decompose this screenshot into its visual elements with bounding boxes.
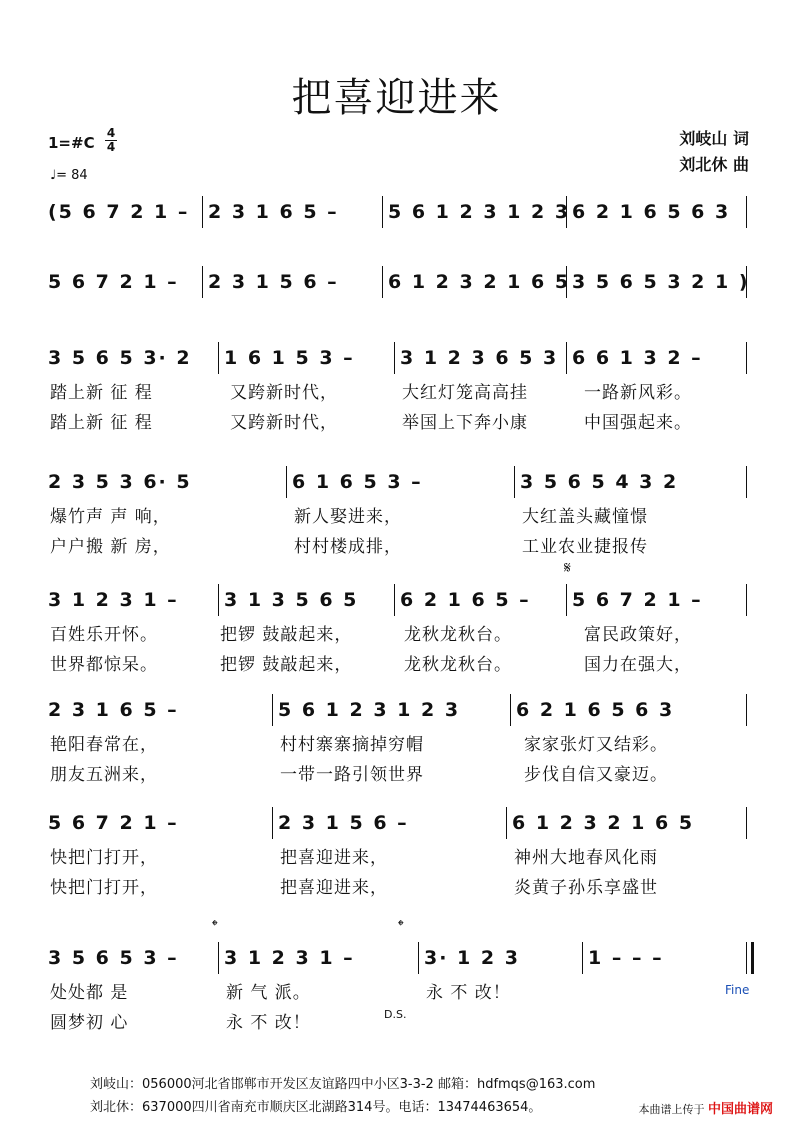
lyric-segment: 艳阳春常在， [50,735,158,755]
measure: 3· 1 2 3 [424,947,520,969]
measure: 6 2 1 6 5 6 3 [572,201,731,223]
measure: 2 3 1 6 5 – [208,201,339,223]
measure: 3 5 6 5 3 – [48,947,179,969]
measure: 6 1 2 3 2 1 6 5 [512,812,695,834]
lyric-line-verse-2 [44,873,752,898]
bar-line [286,466,287,498]
lyric-line-verse-1 [44,730,752,755]
bar-line [272,694,273,726]
lyricist-credit: 刘岐山 词 [679,129,749,148]
measure: 3 5 6 5 4 3 2 [520,471,679,493]
lyric-segment: 家家张灯又结彩。 [524,735,668,755]
coda-sign: 𝄌 [212,916,218,935]
lyric-segment: 永 不 改！ [226,1013,311,1033]
measure: 1 – – – [588,947,664,969]
lyric-segment: 踏上新 征 程 [50,383,153,403]
bar-line [272,807,273,839]
measure: (5 6 7 2 1 – [48,201,190,223]
fine-marking: Fine [725,983,750,997]
lyric-line-verse-2 [44,760,752,785]
lyric-line-verse-1 [44,843,752,868]
measure: 2 3 1 5 6 – [278,812,409,834]
lyric-line-verse-2 [44,532,752,557]
lyric-line-verse-2 [44,650,752,675]
lyric-segment: 一路新风彩。 [584,383,692,403]
ds-marking: D.S. [384,1008,407,1021]
staff-row [42,462,750,502]
measure: 3 5 6 5 3 2 1 ) [572,271,750,293]
lyric-segment: 神州大地春风化雨 [514,848,658,868]
composer-credit: 刘北休 曲 [679,155,749,174]
bar-line [394,584,395,616]
measure: 2 3 1 6 5 – [48,699,179,721]
lyric-segment: 把喜迎进来， [280,878,388,898]
bar-line [746,466,747,498]
song-title: 把喜迎进来 [291,75,502,121]
site-brand[interactable]: 中国曲谱网 [707,1102,773,1117]
bar-line [510,694,511,726]
staff-row [42,262,750,302]
bar-line [746,266,747,298]
bar-line [582,942,583,974]
lyric-segment: 把锣 鼓敲起来， [220,625,353,645]
lyric-segment: 又跨新时代， [230,383,338,403]
upload-label: 本曲谱上传于 [638,1103,705,1116]
segno-sign: 𝄋 [564,558,571,577]
lyric-segment: 工业农业捷报传 [522,537,648,557]
meter-top: 4 [106,126,116,140]
bar-line [382,266,383,298]
bar-line [202,196,203,228]
staff-row [42,690,750,730]
bar-line [382,196,383,228]
lyric-segment: 龙秋龙秋台。 [404,655,512,675]
lyric-segment: 处处都 是 [50,983,129,1003]
measure: 6 6 1 3 2 – [572,347,703,369]
measure: 6 2 1 6 5 6 3 [516,699,675,721]
measure: 3 5 6 5 3· 2 [48,347,192,369]
measure: 5 6 1 2 3 1 2 3 [388,201,571,223]
measure: 5 6 7 2 1 – [572,589,703,611]
measure: 5 6 7 2 1 – [48,271,179,293]
measure: 2 3 5 3 6· 5 [48,471,192,493]
bar-line [746,807,747,839]
lyric-line-verse-1 [44,502,752,527]
lyric-segment: 村村寨寨摘掉穷帽 [280,735,424,755]
measure: 5 6 1 2 3 1 2 3 [278,699,461,721]
lyric-segment: 圆梦初 心 [50,1013,129,1033]
lyric-segment: 大红灯笼高高挂 [402,383,528,403]
bar-line [202,266,203,298]
staff-row [42,938,750,978]
lyric-segment: 世界都惊呆。 [50,655,158,675]
bar-line [394,342,395,374]
lyric-segment: 快把门打开， [50,878,158,898]
lyric-segment: 快把门打开， [50,848,158,868]
measure: 2 3 1 5 6 – [208,271,339,293]
staff-row [42,580,750,620]
staff-row [42,803,750,843]
coda-sign: 𝄌 [398,916,404,935]
bar-line [746,942,754,974]
bar-line [218,584,219,616]
measure: 5 6 7 2 1 – [48,812,179,834]
lyric-segment: 户户搬 新 房， [50,537,171,557]
measure: 1 6 1 5 3 – [224,347,355,369]
lyric-segment: 永 不 改！ [426,983,511,1003]
lyric-line-verse-2 [44,408,752,433]
measure: 3 1 2 3 6 5 3 [400,347,559,369]
measure: 3 1 2 3 1 – [48,589,179,611]
lyric-segment: 大红盖头藏憧憬 [522,507,648,527]
measure: 6 1 6 5 3 – [292,471,423,493]
lyric-segment: 村村楼成排， [294,537,402,557]
footer-contact-lyricist: 刘岐山：056000河北省邯郸市开发区友谊路四中小区3-3-2 邮箱：hdfmqs@163.com [90,1077,596,1092]
lyric-segment: 新 气 派。 [226,983,311,1003]
lyric-segment: 一带一路引领世界 [280,765,424,785]
lyric-segment: 新人娶进来， [294,507,402,527]
lyric-segment: 百姓乐开怀。 [50,625,158,645]
bar-line [566,342,567,374]
lyric-segment: 龙秋龙秋台。 [404,625,512,645]
time-signature [105,127,117,154]
bar-line [566,196,567,228]
lyric-segment: 炎黄子孙乐享盛世 [514,878,658,898]
bar-line [746,342,747,374]
lyric-segment: 富民政策好， [584,625,692,645]
bar-line [746,584,747,616]
bar-line [506,807,507,839]
footer-contact-composer: 刘北休：637000四川省南充市顺庆区北湖路314号。电话：13474463654。 [90,1100,542,1115]
bar-line [218,942,219,974]
bar-line [514,466,515,498]
measure: 6 1 2 3 2 1 6 5 [388,271,571,293]
measure: 3 1 3 5 6 5 [224,589,359,611]
meter-bottom: 4 [106,140,116,154]
tempo-marking: ♩= 84 [50,168,88,183]
bar-line [746,196,747,228]
lyric-segment: 朋友五洲来， [50,765,158,785]
bar-line [218,342,219,374]
lyric-segment: 踏上新 征 程 [50,413,153,433]
lyric-line-verse-1 [44,620,752,645]
staff-row [42,192,750,232]
lyric-line-verse-1 [44,378,752,403]
measure: 3 1 2 3 1 – [224,947,355,969]
staff-row [42,338,750,378]
lyric-segment: 中国强起来。 [584,413,692,433]
key-signature: 1=#C [48,134,95,152]
lyric-segment: 把锣 鼓敲起来， [220,655,353,675]
upload-note [638,1098,773,1117]
bar-line [566,266,567,298]
measure: 6 2 1 6 5 – [400,589,531,611]
lyric-line-verse-1 [44,978,752,1003]
bar-line [566,584,567,616]
lyric-segment: 步伐自信又豪迈。 [524,765,668,785]
bar-line [746,694,747,726]
lyric-segment: 爆竹声 声 响， [50,507,171,527]
lyric-segment: 举国上下奔小康 [402,413,528,433]
lyric-segment: 又跨新时代， [230,413,338,433]
bar-line [418,942,419,974]
lyric-segment: 国力在强大， [584,655,692,675]
lyric-segment: 把喜迎进来， [280,848,388,868]
